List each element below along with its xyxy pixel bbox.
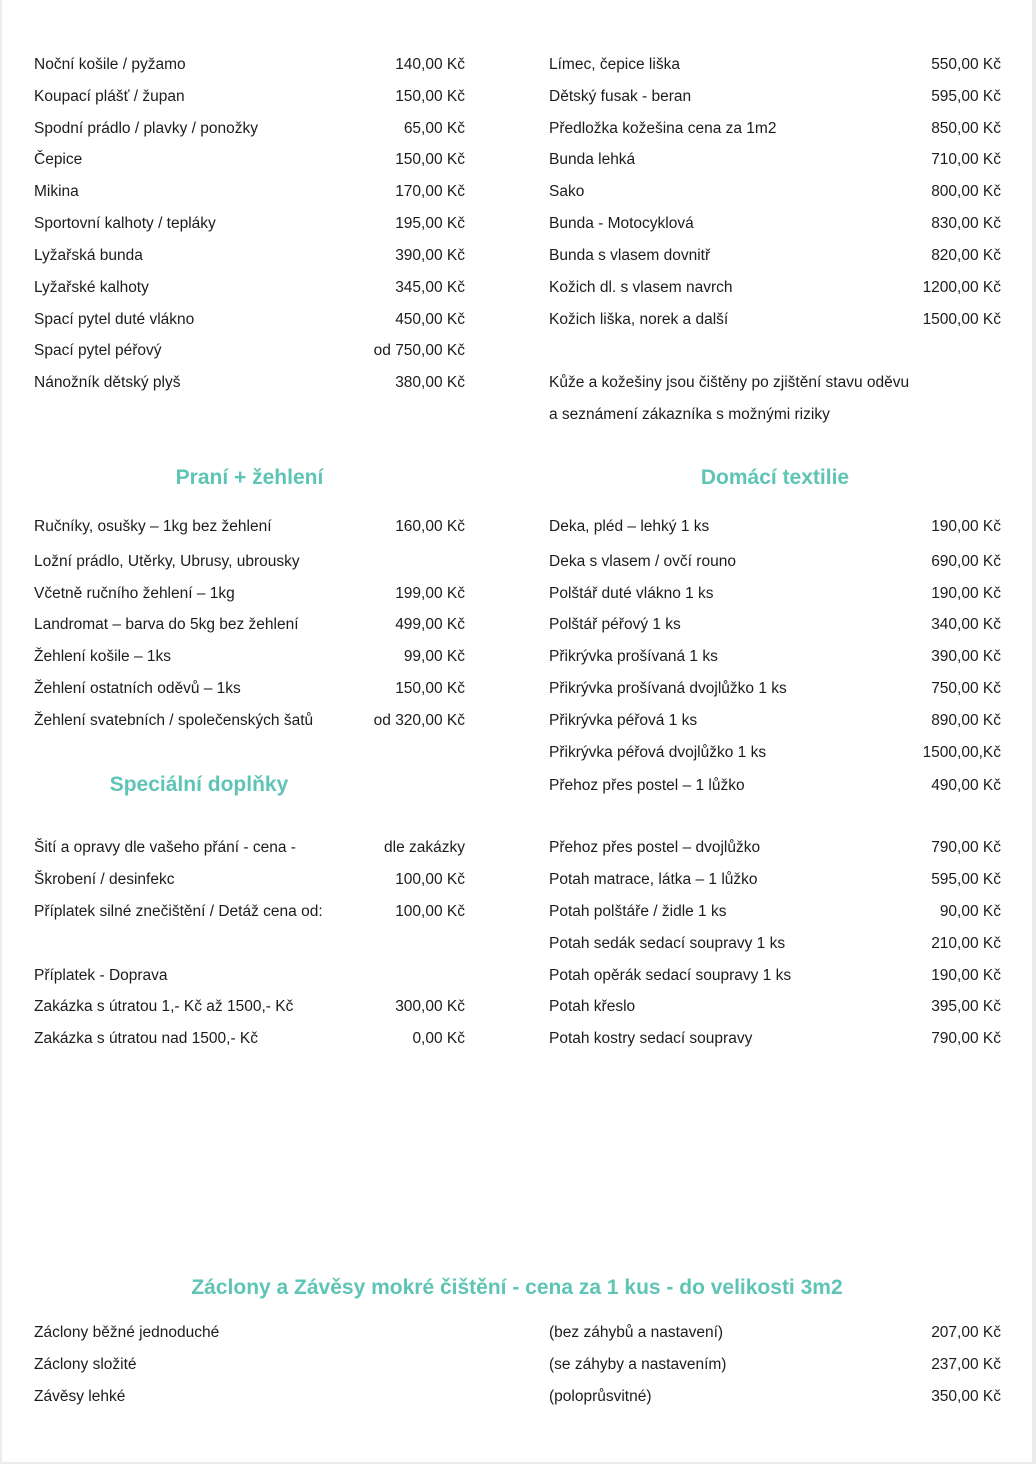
item-price: 0,00 Kč: [412, 1030, 465, 1047]
item-name: Přikrývka prošívaná dvojlůžko 1 ks: [549, 680, 787, 697]
item-name: Včetně ručního žehlení – 1kg: [34, 585, 235, 602]
item-price: 595,00 Kč: [931, 871, 1001, 888]
item-price: 170,00 Kč: [395, 183, 465, 200]
item-name: Koupací plášť / župan: [34, 88, 185, 105]
item-price: 499,00 Kč: [395, 616, 465, 633]
item-name: Čepice: [34, 151, 83, 168]
heading-wash: Praní + žehlení: [175, 466, 324, 489]
item-price: od 320,00 Kč: [373, 712, 465, 729]
item-name: Ložní prádlo, Utěrky, Ubrusy, ubrousky: [34, 553, 300, 570]
item-name: Potah křeslo: [549, 998, 636, 1015]
item-name: Nánožník dětský plyš: [34, 374, 181, 391]
item-name: Potah matrace, látka – 1 lůžko: [549, 871, 758, 888]
item-price: 750,00 Kč: [931, 680, 1001, 697]
curtains-section: [34, 0, 1001, 1464]
item-name: Přehoz přes postel – 1 lůžko: [549, 777, 745, 794]
curtain-row: [34, 1354, 1001, 1376]
item-name: Bunda s vlasem dovnitř: [549, 247, 711, 264]
heading-special: Speciální doplňky: [109, 773, 289, 796]
item-price: 1200,00 Kč: [922, 279, 1001, 296]
item-price: 65,00 Kč: [403, 120, 465, 137]
item-name: Žehlení svatebních / společenských šatů: [34, 712, 314, 729]
item-price: 210,00 Kč: [931, 935, 1001, 952]
item-price: 390,00 Kč: [931, 648, 1001, 665]
item-price: 850,00 Kč: [931, 120, 1001, 137]
item-name: Kožich liška, norek a další: [549, 311, 729, 328]
item-name: Lyžařské kalhoty: [34, 279, 149, 296]
item-name: Potah opěrák sedací soupravy 1 ks: [549, 967, 792, 984]
note-text: a seznámení zákazníka s možnými riziky: [549, 406, 830, 423]
item-price: 140,00 Kč: [395, 56, 465, 73]
item-name: Příplatek silné znečištění / Detáž cena od:: [34, 903, 323, 920]
item-name: Žehlení košile – 1ks: [34, 648, 171, 665]
item-price: 490,00 Kč: [931, 777, 1001, 794]
heading-curtains: Záclony a Závěsy mokré čištění - cena za 1 kus - do velikosti 3m2: [191, 1276, 843, 1299]
item-note: (se záhyby a nastavením): [549, 1356, 727, 1373]
item-price: 345,00 Kč: [395, 279, 465, 296]
item-name: Landromat – barva do 5kg bez žehlení: [34, 616, 299, 633]
item-name: Žehlení ostatních oděvů – 1ks: [34, 680, 241, 697]
item-name: Límec, čepice liška: [549, 56, 680, 73]
item-name: Bunda - Motocyklová: [549, 215, 694, 232]
item-price: 710,00 Kč: [931, 151, 1001, 168]
item-name: Dětský fusak - beran: [549, 88, 692, 105]
item-price: 800,00 Kč: [931, 183, 1001, 200]
item-name: Přehoz přes postel – dvojlůžko: [549, 839, 761, 856]
item-name: Lyžařská bunda: [34, 247, 143, 264]
item-price: 90,00 Kč: [939, 903, 1001, 920]
item-price: 390,00 Kč: [395, 247, 465, 264]
item-name: Předložka kožešina cena za 1m2: [549, 120, 777, 137]
item-price: 99,00 Kč: [403, 648, 465, 665]
item-name: Polštář duté vlákno 1 ks: [549, 585, 714, 602]
item-price: 690,00 Kč: [931, 553, 1001, 570]
item-name: Přikrývka péřová dvojlůžko 1 ks: [549, 744, 767, 761]
item-price: 100,00 Kč: [395, 903, 465, 920]
item-name: Polštář péřový 1 ks: [549, 616, 681, 633]
curtain-row: [34, 1322, 1001, 1344]
heading-home-textiles: Domácí textilie: [700, 466, 850, 489]
item-price: 350,00 Kč: [931, 1388, 1001, 1405]
item-name: Deka, pléd – lehký 1 ks: [549, 518, 710, 535]
item-note: (poloprůsvitné): [549, 1388, 652, 1405]
item-name: Noční košile / pyžamo: [34, 56, 186, 73]
item-name: Záclony složité: [34, 1356, 137, 1373]
item-price: 1500,00 Kč: [922, 311, 1001, 328]
item-price: 190,00 Kč: [931, 967, 1001, 984]
item-price: 790,00 Kč: [931, 1030, 1001, 1047]
item-price: 150,00 Kč: [395, 88, 465, 105]
price-list-page: [2, 0, 1032, 1462]
item-price: 550,00 Kč: [931, 56, 1001, 73]
item-name: Spodní prádlo / plavky / ponožky: [34, 120, 259, 137]
item-name: Škrobení / desinfekc: [34, 871, 175, 888]
item-name: Potah polštáře / židle 1 ks: [549, 903, 727, 920]
item-price: 380,00 Kč: [395, 374, 465, 391]
item-price: 190,00 Kč: [931, 585, 1001, 602]
item-price: 190,00 Kč: [931, 518, 1001, 535]
item-name: Potah kostry sedací soupravy: [549, 1030, 753, 1047]
item-price: 150,00 Kč: [395, 680, 465, 697]
item-price: 237,00 Kč: [931, 1356, 1001, 1373]
item-price: 195,00 Kč: [395, 215, 465, 232]
item-name: Potah sedák sedací soupravy 1 ks: [549, 935, 786, 952]
item-name: Příplatek - Doprava: [34, 967, 168, 984]
item-name: Zakázka s útratou nad 1500,- Kč: [34, 1030, 259, 1047]
item-price: od 750,00 Kč: [373, 342, 465, 359]
item-price: 199,00 Kč: [395, 585, 465, 602]
item-price: 395,00 Kč: [931, 998, 1001, 1015]
item-name: Závěsy lehké: [34, 1388, 126, 1405]
item-name: Přikrývka prošívaná 1 ks: [549, 648, 718, 665]
item-price: 160,00 Kč: [395, 518, 465, 535]
item-price: 595,00 Kč: [931, 88, 1001, 105]
item-name: Záclony běžné jednoduché: [34, 1324, 220, 1341]
curtain-row: [34, 1386, 1001, 1408]
item-price: 300,00 Kč: [395, 998, 465, 1015]
item-name: Ručníky, osušky – 1kg bez žehlení: [34, 518, 272, 535]
item-name: Šití a opravy dle vašeho přání - cena -: [34, 839, 296, 856]
item-name: Deka s vlasem / ovčí rouno: [549, 553, 736, 570]
item-name: Zakázka s útratou 1,- Kč až 1500,- Kč: [34, 998, 294, 1015]
item-price: 830,00 Kč: [931, 215, 1001, 232]
item-price: 790,00 Kč: [931, 839, 1001, 856]
item-name: Spací pytel péřový: [34, 342, 162, 359]
item-price: 150,00 Kč: [395, 151, 465, 168]
item-price: 450,00 Kč: [395, 311, 465, 328]
item-name: Bunda lehká: [549, 151, 636, 168]
item-name: Mikina: [34, 183, 79, 200]
item-price: dle zakázky: [384, 839, 465, 856]
item-name: Přikrývka péřová 1 ks: [549, 712, 698, 729]
item-price: 340,00 Kč: [931, 616, 1001, 633]
item-price: 100,00 Kč: [395, 871, 465, 888]
item-name: Spací pytel duté vlákno: [34, 311, 195, 328]
item-price: 207,00 Kč: [931, 1324, 1001, 1341]
item-name: Kožich dl. s vlasem navrch: [549, 279, 733, 296]
item-note: (bez záhybů a nastavení): [549, 1324, 724, 1341]
item-price: 890,00 Kč: [931, 712, 1001, 729]
item-price: 1500,00,Kč: [922, 744, 1001, 761]
item-name: Sportovní kalhoty / tepláky: [34, 215, 216, 232]
note-text: Kůže a kožešiny jsou čištěny po zjištění stavu oděvu: [549, 374, 910, 391]
item-name: Sako: [549, 183, 585, 200]
item-price: 820,00 Kč: [931, 247, 1001, 264]
